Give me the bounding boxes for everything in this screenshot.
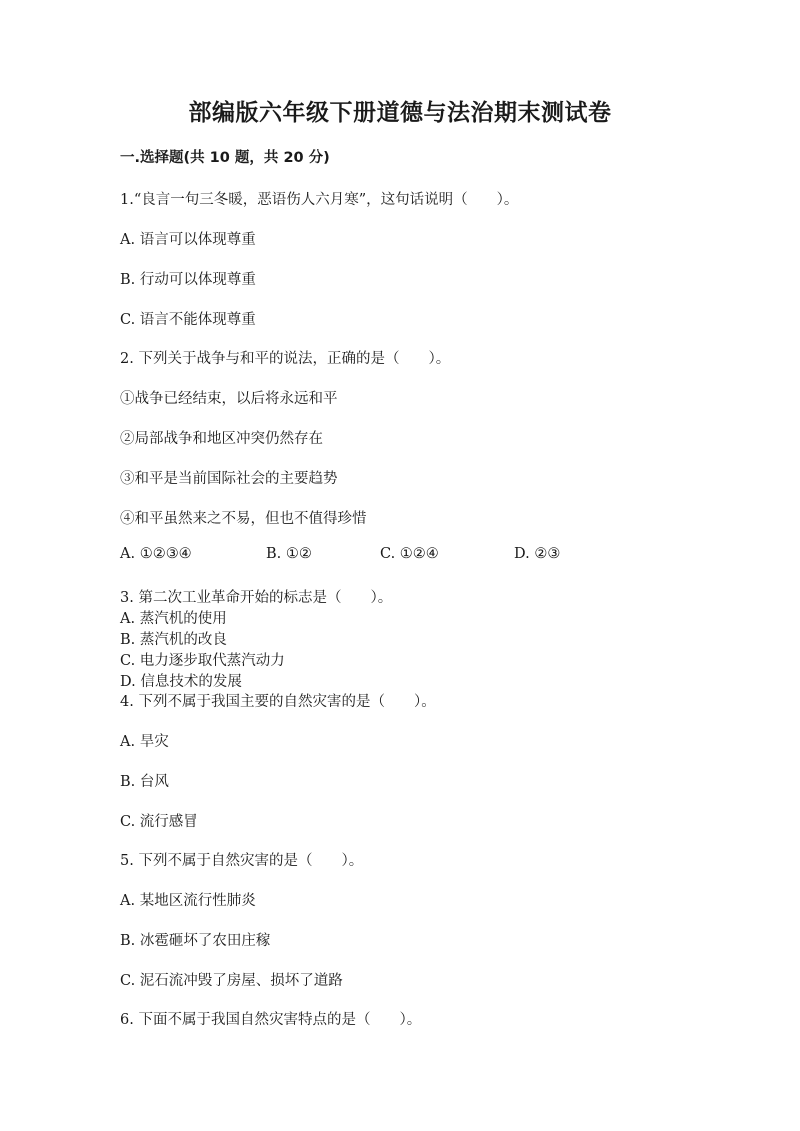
question-5-option-c: C. 泥石流冲毁了房屋、损坏了道路 xyxy=(120,973,343,989)
question-1-stem: 1.“良言一句三冬暖，恶语伤人六月寒”，这句话说明（ ）。 xyxy=(120,192,519,208)
question-1-option-a: A. 语言可以体现尊重 xyxy=(120,232,256,248)
question-6-stem: 6. 下面不属于我国自然灾害特点的是（ ）。 xyxy=(120,1012,422,1028)
question-4-stem: 4. 下列不属于我国主要的自然灾害的是（ ）。 xyxy=(120,694,436,710)
question-2-statement-1: ①战争已经结束，以后将永远和平 xyxy=(120,391,338,407)
question-2-option-b: B. ①② xyxy=(266,546,312,562)
question-2-option-d: D. ②③ xyxy=(514,546,561,562)
question-4-option-b: B. 台风 xyxy=(120,774,169,790)
question-2-stem: 2. 下列关于战争与和平的说法，正确的是（ ）。 xyxy=(120,351,451,367)
question-3-option-b: B. 蒸汽机的改良 xyxy=(120,632,227,648)
question-1-option-b: B. 行动可以体现尊重 xyxy=(120,272,256,288)
question-2-statement-2: ②局部战争和地区冲突仍然存在 xyxy=(120,431,323,447)
page-title: 部编版六年级下册道德与法治期末测试卷 xyxy=(188,100,612,126)
question-3-option-a: A. 蒸汽机的使用 xyxy=(120,611,227,627)
question-5-stem: 5. 下列不属于自然灾害的是（ ）。 xyxy=(120,853,364,869)
question-4-option-c: C. 流行感冒 xyxy=(120,814,198,830)
question-4-option-a: A. 旱灾 xyxy=(120,734,169,750)
question-1-option-c: C. 语言不能体现尊重 xyxy=(120,312,256,328)
question-2-option-c: C. ①②④ xyxy=(380,546,439,562)
question-5-option-a: A. 某地区流行性肺炎 xyxy=(120,893,256,909)
question-3-option-d: D. 信息技术的发展 xyxy=(120,674,242,690)
question-2-statement-3: ③和平是当前国际社会的主要趋势 xyxy=(120,471,338,487)
question-3-option-c: C. 电力逐步取代蒸汽动力 xyxy=(120,653,285,669)
question-2-option-a: A. ①②③④ xyxy=(120,546,192,562)
question-5-option-b: B. 冰雹砸坏了农田庄稼 xyxy=(120,933,271,949)
section-heading: 一.选择题(共 10 题，共 20 分) xyxy=(120,150,330,166)
question-3-stem: 3. 第二次工业革命开始的标志是（ ）。 xyxy=(120,590,393,606)
question-2-statement-4: ④和平虽然来之不易，但也不值得珍惜 xyxy=(120,511,367,527)
